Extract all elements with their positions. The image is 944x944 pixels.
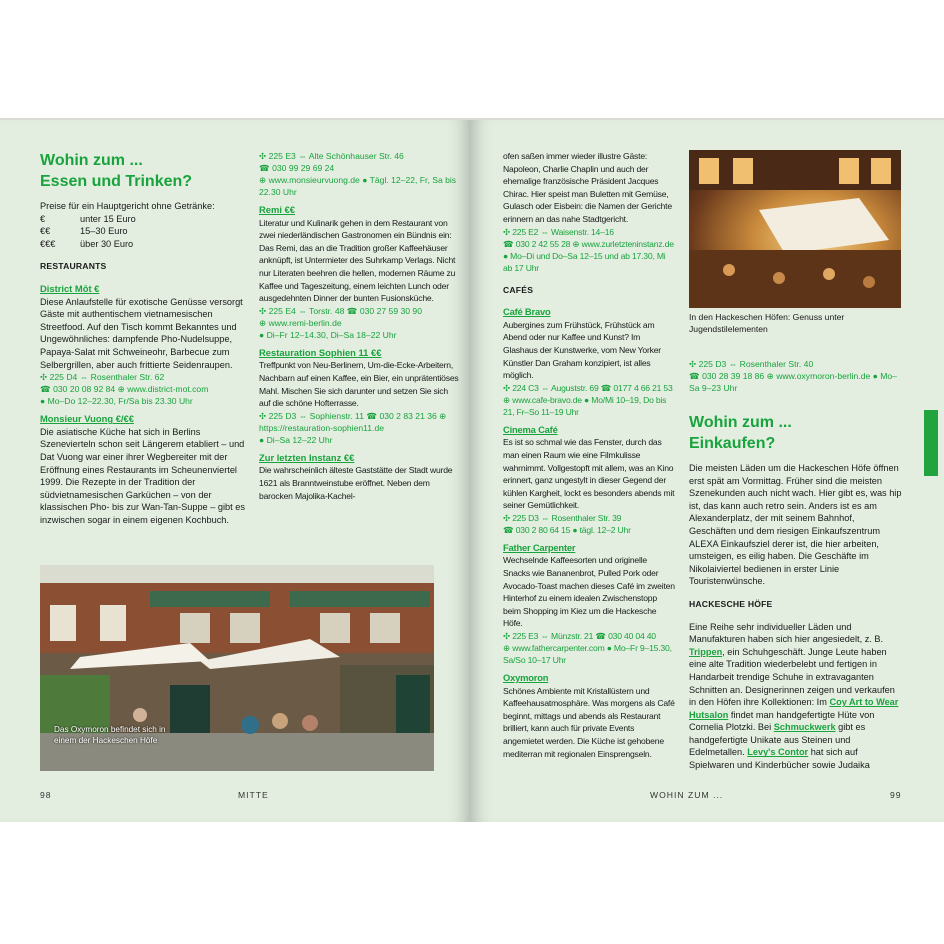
restaurant-hours: ● Di–Sa 12–22 Uhr [259,434,333,445]
page-number-right: 99 [890,790,902,800]
left-column-1 [40,150,246,526]
restaurant-text: Die asiatische Küche hat sich in Berlins Szenevierteln schon seit Längerem etabliert – und Dat Vuong war einer ihrer Wegbereiter mit der Eröffnung eines Restaurants im Scheunenviertel 1999. Die Rezepte in der Tradition der südvietnamesischen Garküchen – von der klassischen Pho- bis zur Wan-Tan-Suppe – gibt es inzwischen sogar in einem eigenen Kochbuch. [40,426,245,525]
restaurant-text: Treffpunkt von Neu-Berlinern, Um-die-Ecke-Arbeitern, Nachbarn auf einen Kaffee, ein Bier, ein unprätentiöses Mahl. Mischen Sie sich darunter und setzen Sie sich auf die schöne Hofterrasse. [259,360,459,409]
page-99 [470,120,944,822]
cafe-name-oxymoron[interactable]: Oxymoron [503,672,549,684]
price-row [40,238,246,251]
price-row [40,213,246,226]
cafe-text: Aubergines zum Frühstück, Frühstück am Abend oder nur Kaffee und Kunst? Im Glashaus der Kunstwerke, vom New Yorker Künstler Dan Graham konzipiert, ist alles möglich. [503,319,661,381]
shop-link-schmuckwerk[interactable]: Schmuckwerk [773,722,836,733]
heading-einkaufen [689,412,903,454]
price-intro: Preise für ein Hauptgericht ohne Getränke: [40,201,215,211]
section-hackesche-hoefe: HACKESCHE HÖFE [689,598,773,609]
price-row [40,225,246,238]
cafe-info: ✣ 225 E3 ⇔ Münzstr. 21 ☎ 030 40 04 40 [503,631,656,642]
cafe-text: Schönes Ambiente mit Kristallüstern und Kaffeehausatmosphäre. Was morgens als Café beginnt, mittags und abends als Restaurant brilliert, kann auch für private Events angemietet werden. Die Küche ist gehobene mediterran mit regionalen Einsprengseln. [503,685,675,759]
price-text: über 30 Euro [80,238,134,249]
right-column-2 [689,358,903,772]
cafe-info: ⊕ www.fathercarpenter.com ● Mo–Fr 9–15.30, Sa/So 10–17 Uhr [503,643,672,666]
cafe-info: ✣ 224 C3 ⇔ Auguststr. 69 ☎ 0177 4 66 21 53 [503,382,673,393]
cafe-name-father-carpenter[interactable]: Father Carpenter [503,541,576,553]
price-text: unter 15 Euro [80,213,136,224]
restaurant-name-remi[interactable]: Remi €€ [259,204,295,215]
text-run: , ein Schuhgeschäft. Junge Leute haben eine alte Tradition wiederbelebt und fertigen in Handarbeit trendige Schuhe in extravaganten Schnitten an. Designerinnen zeigen und verkaufen in den Höfen ihre Kollektionen: Im [689,646,895,708]
restaurant-text: ofen saßen immer wieder illustre Gäste: Napoleon, Charlie Chaplin und auch der ehemalige französische Präsident Jacques Chirac. Hier speist man Buletten mit Gemüse, Gulasch oder Eisbein: die Namen der Gerichte erinnern an das nahe Stadtgericht. [503,151,672,224]
restaurant-info: ✣ 225 E4 ⇔ Torstr. 48 ☎ 030 27 59 30 90 [259,305,422,316]
price-symbol: €€€ [40,238,56,249]
text-run: findet man handgefertigte Hüte von Cornelia Plotzki. Bei [689,709,875,733]
shopping-intro: Die meisten Läden um die Hackeschen Höfe öffnen erst spät am Vormittag. Früher sind die meisten Szenekunden auch nicht wach. Hier gibt es, was hip ist, das kann auch retro sein. Anders ist es am Alexanderplatz, der mit seinem Bahnhof, Geschäften und dem riesigen Einkaufszentrum ALEXA Einkaufsziel derer ist, die hier arbeiten, umsteigen, es eilig haben. Die Geschäfte im Nikolaiviertel bedienen in erster Linie Touristenwünsche. [689,463,902,587]
cafe-courtyard-photo [40,565,434,771]
text-run: hat sich auf Spielwaren und Kinderbücher sowie Judaika [689,747,870,771]
shop-link-levys-contor[interactable]: Levy's Contor [747,747,809,758]
restaurant-info: ✣ 225 D3 ⇔ Sophienstr. 11 ☎ 030 2 83 21 36 ⊕ https://restauration-sophien11.de [259,410,447,433]
heading-line-1: Wohin zum ... [40,152,143,169]
cafe-info: ☎ 030 2 80 64 15 ● tägl. 12–2 Uhr [503,524,631,535]
cafe-name-bravo[interactable]: Café Bravo [503,306,551,318]
hoefe-illustration [689,150,901,308]
heading-essen [40,150,246,192]
running-head-left: MITTE [238,790,269,800]
photo-caption-overlay: Das Oxymoron befindet sich in einem der Hackeschen Höfe [54,725,166,745]
restaurant-name-sophien[interactable]: Restauration Sophien 11 €€ [259,346,382,358]
section-restaurants: RESTAURANTS [40,261,107,272]
cafe-text: Wechselnde Kaffeesorten und originelle Snacks wie Bananenbrot, Pulled Pork oder Avocado-Toast machen dieses Café im zweiten Hinterhof zu einem idealen Zwischenstopp beim Shopping im Kiez um die Hackesche Höfe. [503,555,675,629]
cafe-info: ✣ 225 D3 ⇔ Rosenthaler Str. 39 [503,512,622,523]
page-number-left: 98 [40,790,52,800]
heading-line-1: Wohin zum ... [689,414,792,431]
restaurant-info: ☎ 030 2 42 55 28 ⊕ www.zurletzteninstanz.de ● Mo–Di und Do–Sa 12–15 und ab 17.30, Mi ab 17 Uhr [503,238,674,273]
restaurant-name-letzte-instanz[interactable]: Zur letzten Instanz €€ [259,451,355,463]
shop-link-coy[interactable]: Coy Art to Wear Hutsalon [689,697,899,720]
cafe-text: Es ist so schmal wie das Fenster, durch das man einen Raum wie eine Filmkulisse wahrnimmt. Vollgestopft mit allem, was an Kino erinnert, ganz ungestylt in dieser Gegend der kühlen Kargheit, lockt es besonders abends mit seiner Gemütlichkeit. [503,437,675,511]
restaurant-hours: ● Di–Fr 12–14.30, Di–Sa 18–22 Uhr [259,329,397,340]
text-run: gibt es handgefertigte Unikate aus Steinen und Edelmetallen. [689,722,866,758]
restaurant-text: Literatur und Kulinarik gehen in dem Restaurant von zwei niederländischen Gastronomen ein Bündnis ein: Das Remi, das an die Tradition großer Kaffeehäuser anknüpft, ist Untermieter des Suhrkamp Verlags. Nicht nur Literaten beehren die hellen, modernen Räume zu Kaffee und Tageszeitung, einem leichten Lunch oder ausgedehnten Dinner der bunten Fusionsküche. [259,217,456,304]
running-head-right: WOHIN ZUM ... [650,790,724,800]
text-run: Eine Reihe sehr individueller Läden und Manufakturen haben sich hier angesiedelt, z. B. [689,621,884,645]
restaurant-hours: ⊕ www.monsieurvuong.de ● Tägl. 12–22, Fr, Sa bis 22.30 Uhr [259,175,457,197]
price-symbol: €€ [40,226,51,237]
heading-line-2: Einkaufen? [689,435,776,452]
right-column-1 [503,150,675,760]
cafe-info: ⊕ www.cafe-bravo.de ● Mo/Mi 10–19, Do bis 21, Fr–So 11–19 Uhr [503,394,667,417]
shop-link-trippen[interactable]: Trippen [689,646,723,657]
restaurant-info: ☎ 030 20 08 92 84 ⊕ www.district-mot.com [40,384,209,395]
restaurant-info: ✣ 225 D4 ⇔ Rosenthaler Str. 62 [40,372,165,383]
restaurant-info: ☎ 030 99 29 69 24 [259,163,335,173]
restaurant-name-monsieur-vuong[interactable]: Monsieur Vuong €/€€ [40,413,134,425]
chapter-tab [924,410,938,476]
price-text: 15–30 Euro [80,226,128,237]
left-column-2 [259,150,459,502]
restaurant-text: Die wahrscheinlich älteste Gaststätte der Stadt wurde 1621 als Branntweinstube eröffnet. Neben dem barocken Majolika-Kachel- [259,465,453,501]
restaurant-text: Diese Anlaufstelle für exotische Genüsse versorgt Gäste mit authentischem vietnamesischen Streetfood. Auf den Tisch kommt Bekanntes und Ungewöhnliches: dampfende Pho-Nudelsuppe, Papaya-Salat mit Schweineohr, Barbecue zum Selbergrillen, aber auch frittierte Seidenraupen. [40,296,243,370]
hoefe-paragraph [689,621,903,772]
restaurant-hours: ● Mo–Do 12–22.30, Fr/Sa bis 23.30 Uhr [40,396,193,407]
restaurant-info: ✣ 225 E3 ⇔ Alte Schönhauser Str. 46 [259,151,404,161]
price-symbol: € [40,213,46,224]
photo-caption: In den Hackeschen Höfen: Genuss unter Jugendstilelementen [689,312,845,334]
heading-line-2: Essen und Trinken? [40,173,193,190]
cafe-info: ✣ 225 D3 ⇔ Rosenthaler Str. 40 [689,359,814,369]
restaurant-name-district-mot[interactable]: District Mōt € [40,282,100,294]
section-cafes: CAFÉS [503,284,534,295]
hackesche-hoefe-photo [689,150,901,308]
restaurant-info: ✣ 225 E2 ⇔ Waisenstr. 14–16 [503,226,614,237]
cafe-info: ☎ 030 28 39 18 86 ⊕ www.oxymoron-berlin.de ● Mo–Sa 9–23 Uhr [689,371,897,393]
cafe-name-cinema[interactable]: Cinema Café [503,423,558,435]
open-book [0,120,944,822]
page-98 [0,120,470,822]
restaurant-info: ⊕ www.remi-berlin.de [259,317,342,328]
